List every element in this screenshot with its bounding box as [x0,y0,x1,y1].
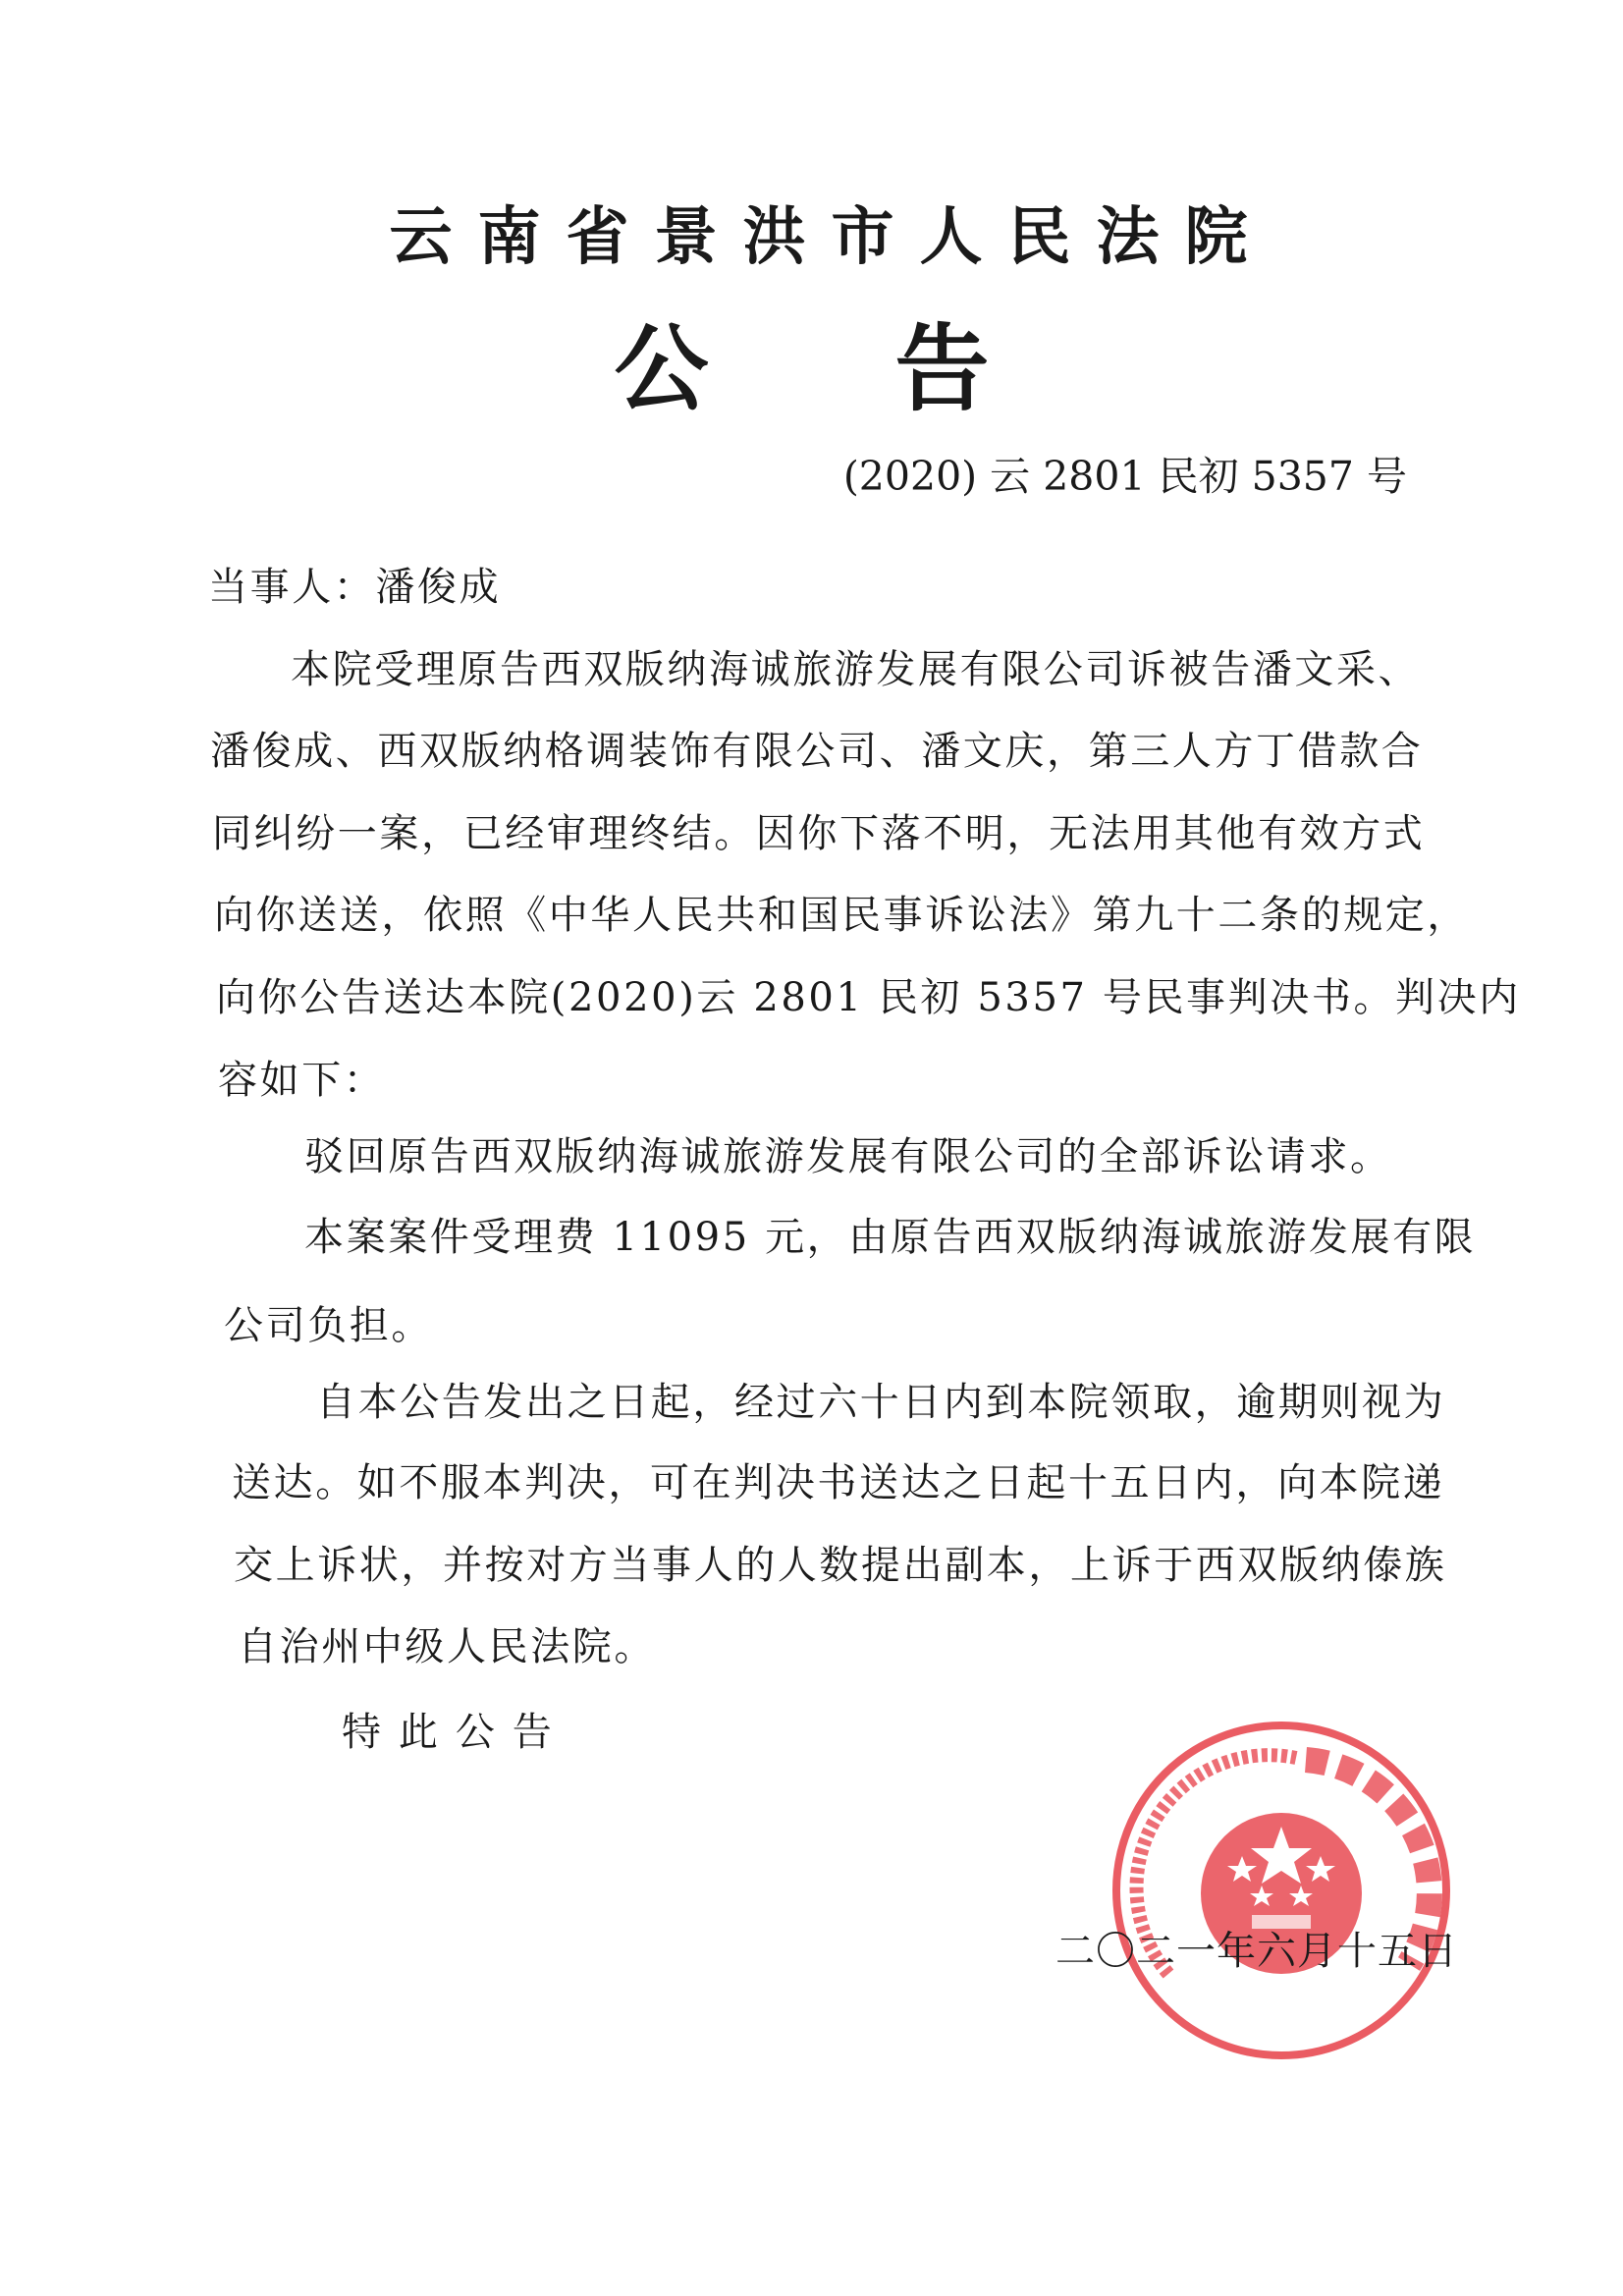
body-line: 向你送送，依照《中华人民共和国民事诉讼法》第九十二条的规定， [214,893,1469,938]
document-type-title: 公告 [614,313,1176,424]
body-line: 潘俊成、西双版纳格调装饰有限公司、潘文庆，第三人方丁借款合 [210,729,1424,774]
body-line: 本案案件受理费 11095 元，由原告西双版纳海诚旅游发展有限 [304,1215,1477,1260]
body-line: 容如下： [218,1058,386,1103]
body-line: 本院受理原告西双版纳海诚旅游发展有限公司诉被告潘文采、 [291,647,1421,692]
body-line: 向你公告送达本院(2020)云 2801 民初 5357 号民事判决书。判决内 [216,975,1521,1020]
closing-line: 特 此 公 告 [342,1710,555,1755]
body-line: 公司负担。 [224,1303,433,1348]
issue-date: 二〇二一年六月十五日 [1055,1929,1458,1974]
body-line: 自治州中级人民法院。 [238,1624,656,1669]
body-line: 驳回原告西双版纳海诚旅游发展有限公司的全部诉讼请求。 [304,1134,1392,1179]
case-number: (2020) 云 2801 民初 5357 号 [842,453,1407,500]
party-line: 当事人：潘俊成 [208,565,502,610]
court-seal-stamp [1109,1719,1453,2062]
body-line: 送达。如不服本判决，可在判决书送达之日起十五日内，向本院递 [232,1460,1445,1505]
body-line: 同纠纷一案，已经审理终结。因你下落不明，无法用其他有效方式 [212,811,1426,856]
body-line: 自本公告发出之日起，经过六十日内到本院领取，逾期则视为 [316,1380,1446,1425]
court-name: 云南省景洪市人民法院 [389,200,1273,274]
body-line: 交上诉状，并按对方当事人的人数提出副本，上诉于西双版纳傣族 [234,1543,1447,1588]
